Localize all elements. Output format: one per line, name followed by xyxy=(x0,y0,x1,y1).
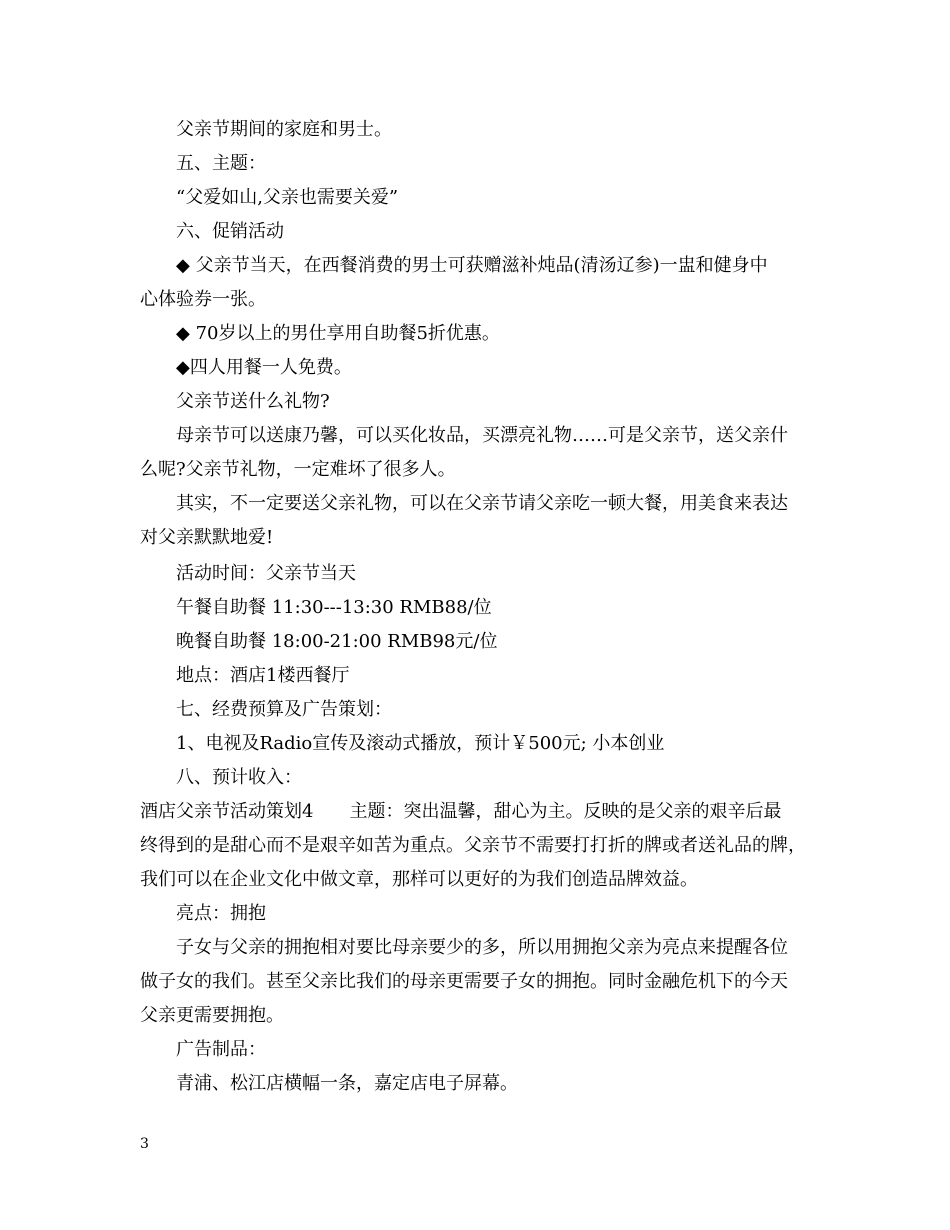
text-line: 青浦、松江店横幅一条，嘉定店电子屏幕。 xyxy=(176,1073,518,1094)
text-line: 心体验券一张。 xyxy=(140,289,266,310)
bullet-line: ◆ 父亲节当天，在西餐消费的男士可获赠滋补炖品(清汤辽参)一盅和健身中 xyxy=(176,255,768,276)
text-line: 我们可以在企业文化中做文章，那样可以更好的为我们创造品牌效益。 xyxy=(140,869,698,890)
text-line: 子女与父亲的拥抱相对要比母亲要少的多，所以用拥抱父亲为亮点来提醒各位 xyxy=(176,937,788,958)
text-line: 父亲更需要拥抱。 xyxy=(140,1005,284,1026)
bullet-line: ◆四人用餐一人免费。 xyxy=(176,357,352,378)
text-line: 1、电视及Radio宣传及滚动式播放，预计￥500元; 小本创业 xyxy=(176,733,665,754)
text-line: 亮点：拥抱 xyxy=(176,903,266,924)
text-line: 晚餐自助餐 18:00-21:00 RMB98元/位 xyxy=(176,631,498,652)
text-line: 母亲节可以送康乃馨，可以买化妆品，买漂亮礼物……可是父亲节，送父亲什 xyxy=(176,425,788,446)
text-line: 父亲节期间的家庭和男士。 xyxy=(176,119,392,140)
text-line: 广告制品： xyxy=(176,1039,266,1060)
text-line: 午餐自助餐 11:30---13:30 RMB88/位 xyxy=(176,597,492,618)
section-heading: 五、主题： xyxy=(176,153,266,174)
page-number: 3 xyxy=(140,1136,149,1152)
section-heading: 七、经费预算及广告策划： xyxy=(176,699,392,720)
text-line: 酒店父亲节活动策划4 主题：突出温馨，甜心为主。反映的是父亲的艰辛后最 xyxy=(140,801,782,822)
text-line: 终得到的是甜心而不是艰辛如苦为重点。父亲节不需要打打折的牌或者送礼品的牌， xyxy=(140,835,806,856)
text-line: 其实，不一定要送父亲礼物，可以在父亲节请父亲吃一顿大餐，用美食来表达 xyxy=(176,493,788,514)
text-line: 地点：酒店1楼西餐厅 xyxy=(176,665,350,686)
section-heading: 六、促销活动 xyxy=(176,221,284,242)
text-line: 么呢?父亲节礼物，一定难坏了很多人。 xyxy=(140,459,456,480)
text-line: 活动时间：父亲节当天 xyxy=(176,563,356,584)
text-line: 做子女的我们。甚至父亲比我们的母亲更需要子女的拥抱。同时金融危机下的今天 xyxy=(140,971,788,992)
bullet-line: ◆ 70岁以上的男仕享用自助餐5折优惠。 xyxy=(176,323,500,344)
text-line: 父亲节送什么礼物? xyxy=(176,391,330,412)
text-line: “父爱如山,父亲也需要关爱” xyxy=(176,187,399,208)
section-heading: 八、预计收入： xyxy=(176,767,302,788)
text-line: 对父亲默默地爱! xyxy=(140,527,274,548)
